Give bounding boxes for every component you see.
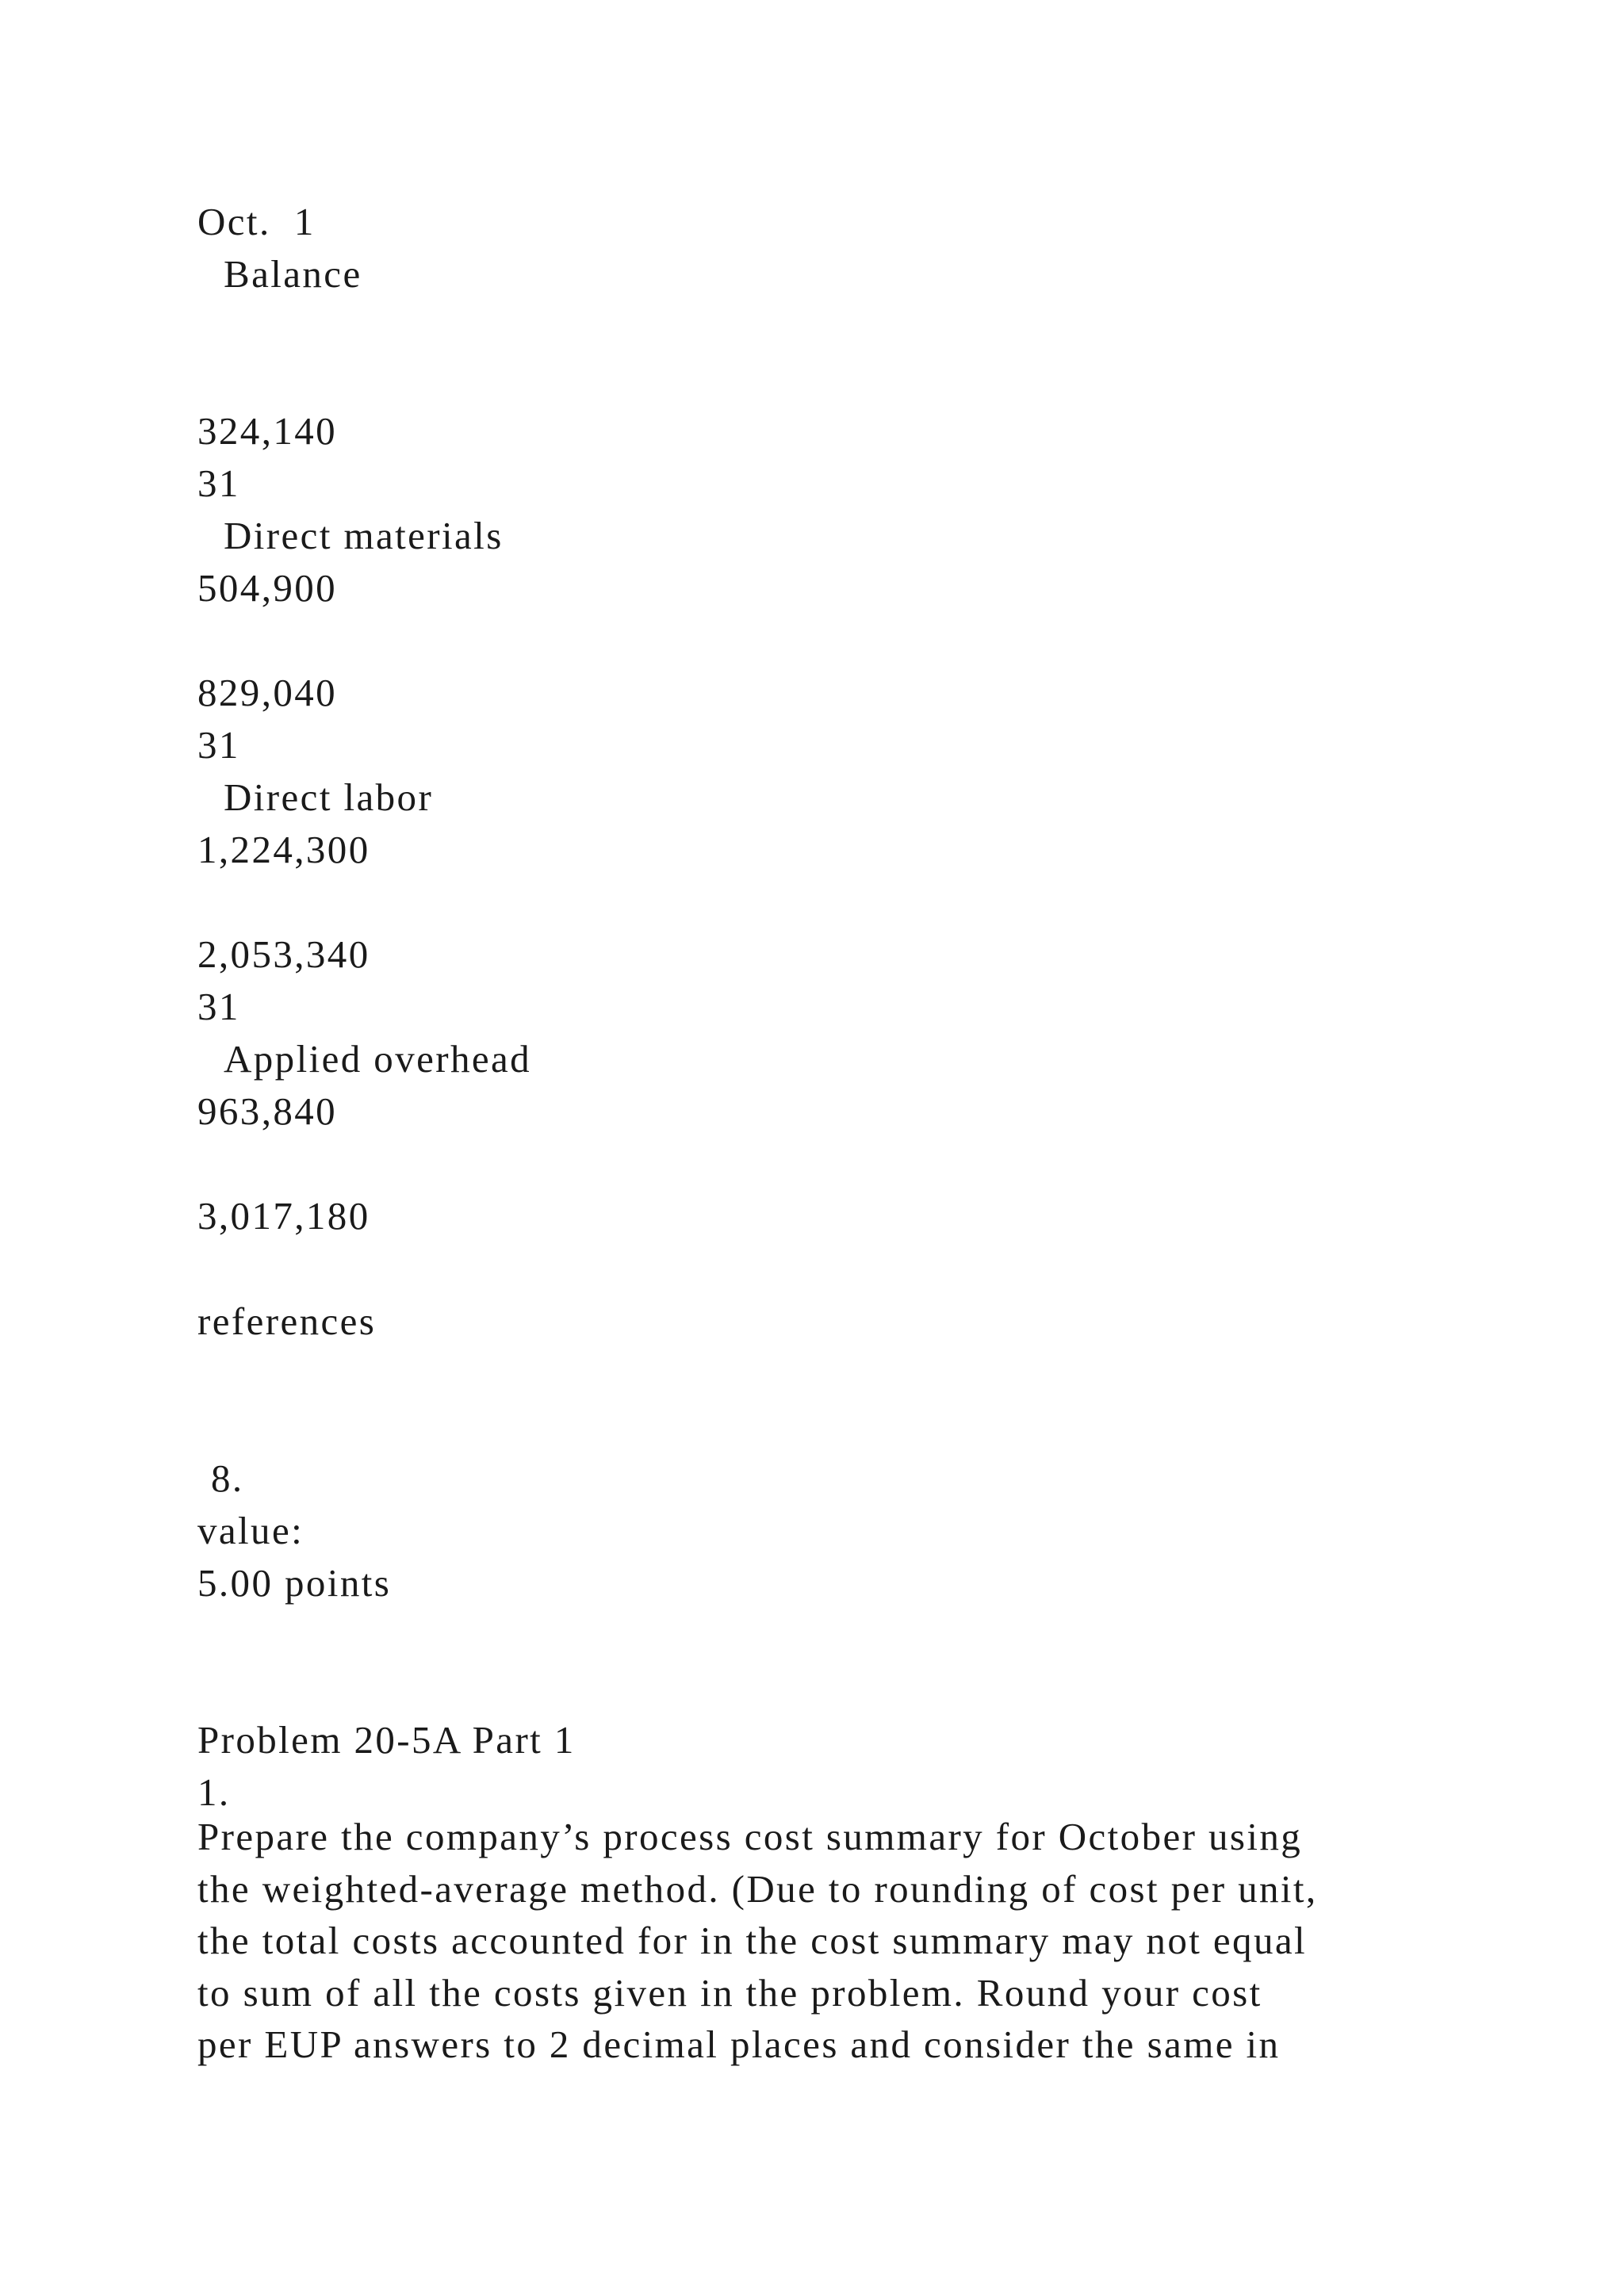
entry-amount: 963,840 <box>197 1089 338 1133</box>
entry-label-applied-overhead: Applied overhead <box>224 1037 532 1081</box>
question-points: 5.00 points <box>197 1561 392 1605</box>
entry-day: 31 <box>197 723 240 767</box>
running-balance: 324,140 <box>197 409 338 453</box>
running-balance: 829,040 <box>197 671 338 714</box>
instruction-line: to sum of all the costs given in the problem. Round your cost <box>197 1970 1262 2015</box>
references-label: references <box>197 1299 377 1343</box>
entry-day: 31 <box>197 985 240 1028</box>
entry-label-direct-labor: Direct labor <box>224 775 434 819</box>
instruction-line: the total costs accounted for in the cost summary may not equal <box>197 1919 1308 1962</box>
instruction-line: Prepare the company’s process cost summary for October using <box>197 1815 1303 1858</box>
entry-label-direct-materials: Direct materials <box>224 514 504 557</box>
problem-title: Problem 20-5A Part 1 <box>197 1718 576 1762</box>
entry-amount: 504,900 <box>197 566 338 610</box>
running-balance: 3,017,180 <box>197 1194 370 1238</box>
entry-day: 31 <box>197 461 240 505</box>
problem-instructions <box>197 1811 1530 2071</box>
instruction-line: per EUP answers to 2 decimal places and consider the same in <box>197 2022 1281 2066</box>
problem-item-number: 1. <box>197 1770 231 1814</box>
question-value-label: value: <box>197 1509 304 1552</box>
date-line: Oct. 1 <box>197 200 316 243</box>
entry-label-balance: Balance <box>224 252 362 296</box>
question-number: 8. <box>211 1456 244 1500</box>
instruction-line: the weighted-average method. (Due to rounding of cost per unit, <box>197 1866 1318 1911</box>
running-balance: 2,053,340 <box>197 932 370 976</box>
entry-amount: 1,224,300 <box>197 828 370 871</box>
